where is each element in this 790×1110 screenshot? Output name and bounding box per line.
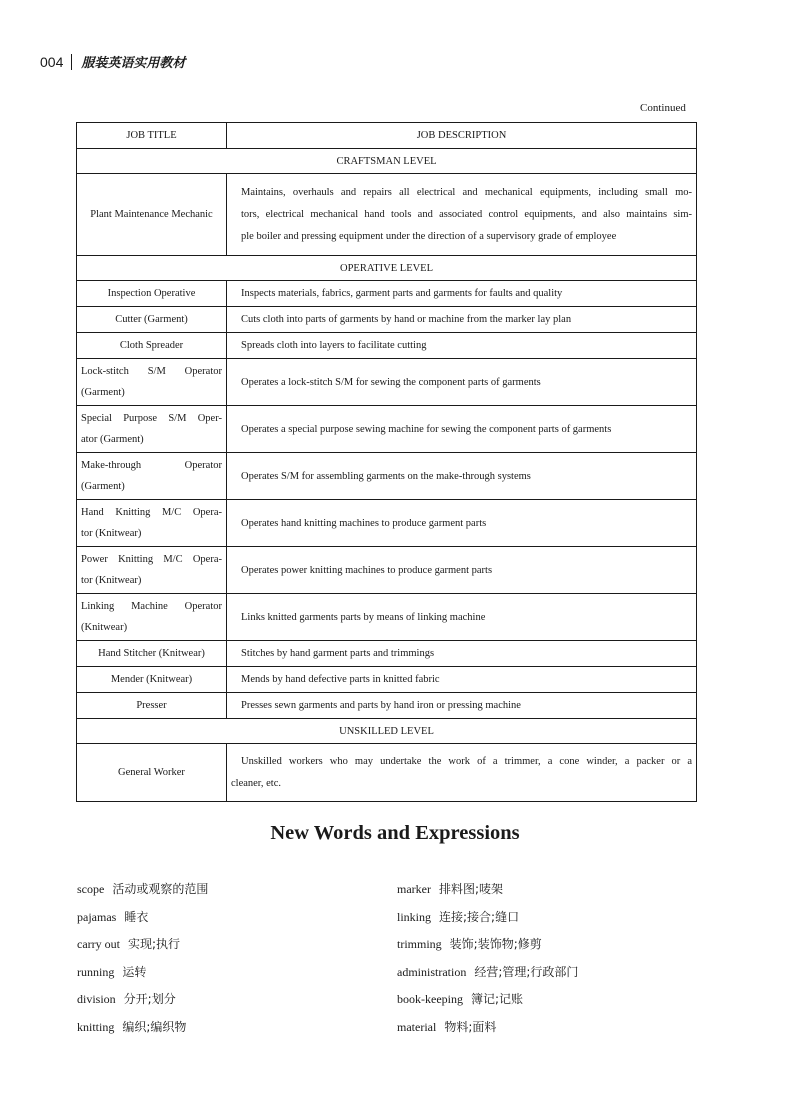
vocab-item: pajamas 睡衣	[77, 910, 149, 924]
book-title: 服装英语实用教材	[81, 56, 186, 71]
table-row	[77, 744, 697, 802]
section-title: New Words and Expressions	[270, 822, 520, 844]
page-header	[40, 52, 185, 71]
column-header-job-title: JOB TITLE	[77, 123, 227, 149]
job-title-cell: Special Purpose S/M Oper- ator (Garment)	[77, 406, 227, 453]
column-header-job-description: JOB DESCRIPTION	[227, 123, 697, 149]
vocab-item: carry out 实现;执行	[77, 937, 181, 951]
job-description-cell: Operates power knitting machines to produce garment parts	[227, 547, 697, 594]
vocab-item: administration 经营;管理;行政部门	[397, 965, 579, 979]
job-description-cell: Unskilled workers who may undertake the work of a trimmer, a cone winder, a packer or a cleaner, etc.	[227, 744, 697, 802]
job-title-cell: Lock-stitch S/M Operator (Garment)	[77, 359, 227, 406]
job-description-cell: Presses sewn garments and parts by hand iron or pressing machine	[227, 693, 697, 719]
job-description-cell: Cuts cloth into parts of garments by hand or machine from the marker lay plan	[227, 307, 697, 333]
table-row	[77, 594, 697, 641]
vocab-item: division 分开;划分	[77, 992, 176, 1006]
level-label: OPERATIVE LEVEL	[77, 256, 697, 281]
vocab-item: marker 排料图;唛架	[397, 882, 504, 896]
job-table	[76, 122, 697, 802]
table-row	[77, 547, 697, 594]
level-label: UNSKILLED LEVEL	[77, 719, 697, 744]
continued-label: Continued	[640, 102, 686, 114]
job-title-cell: Make-through Operator (Garment)	[77, 453, 227, 500]
level-row-unskilled	[77, 719, 697, 744]
table-row	[77, 641, 697, 667]
job-description-cell: Maintains, overhauls and repairs all electrical and mechanical equipments, including small mo- tors, electrical mechanical hand tools and associated control equipments, and also maintains sim- ple boiler and pressing equipment under the direction of a supervisory grade of employee	[227, 174, 697, 256]
table-row	[77, 453, 697, 500]
table-row	[77, 174, 697, 256]
vocab-item: material 物料;面料	[397, 1020, 497, 1034]
job-title-cell: Hand Stitcher (Knitwear)	[77, 641, 227, 667]
table-row	[77, 406, 697, 453]
level-row-operative	[77, 256, 697, 281]
vocab-item: book-keeping 簿记;记账	[397, 992, 524, 1006]
table-row	[77, 307, 697, 333]
job-description-cell: Operates hand knitting machines to produce garment parts	[227, 500, 697, 547]
table-row	[77, 500, 697, 547]
page-number: 004	[40, 53, 64, 70]
job-title-cell: Inspection Operative	[77, 281, 227, 307]
table-row	[77, 359, 697, 406]
job-description-cell: Links knitted garments parts by means of linking machine	[227, 594, 697, 641]
job-description-cell: Operates S/M for assembling garments on the make-through systems	[227, 453, 697, 500]
job-description-cell: Inspects materials, fabrics, garment parts and garments for faults and quality	[227, 281, 697, 307]
table-row	[77, 667, 697, 693]
vocab-item: knitting 编织;编织物	[77, 1020, 187, 1034]
table-row	[77, 693, 697, 719]
job-title-cell: Power Knitting M/C Opera- tor (Knitwear)	[77, 547, 227, 594]
header-divider	[71, 54, 72, 70]
job-title-cell: Presser	[77, 693, 227, 719]
level-row-craftsman	[77, 149, 697, 174]
vocab-item: linking 连接;接合;缝口	[397, 910, 520, 924]
job-title-cell: Hand Knitting M/C Opera- tor (Knitwear)	[77, 500, 227, 547]
job-title-cell: Cloth Spreader	[77, 333, 227, 359]
job-title-cell: Plant Maintenance Mechanic	[77, 174, 227, 256]
job-description-cell: Mends by hand defective parts in knitted fabric	[227, 667, 697, 693]
job-title-cell: Linking Machine Operator (Knitwear)	[77, 594, 227, 641]
job-title-cell: General Worker	[77, 744, 227, 802]
job-description-cell: Operates a lock-stitch S/M for sewing the component parts of garments	[227, 359, 697, 406]
vocab-item: scope 活动或观察的范围	[77, 882, 209, 896]
job-description-cell: Operates a special purpose sewing machine for sewing the component parts of garments	[227, 406, 697, 453]
job-description-cell: Spreads cloth into layers to facilitate cutting	[227, 333, 697, 359]
job-title-cell: Cutter (Garment)	[77, 307, 227, 333]
table-header-row	[77, 123, 697, 149]
table-row	[77, 333, 697, 359]
vocab-item: trimming 装饰;装饰物;修剪	[397, 937, 542, 951]
level-label: CRAFTSMAN LEVEL	[77, 149, 697, 174]
job-description-cell: Stitches by hand garment parts and trimmings	[227, 641, 697, 667]
table-row	[77, 281, 697, 307]
vocab-item: running 运转	[77, 965, 147, 979]
job-title-cell: Mender (Knitwear)	[77, 667, 227, 693]
